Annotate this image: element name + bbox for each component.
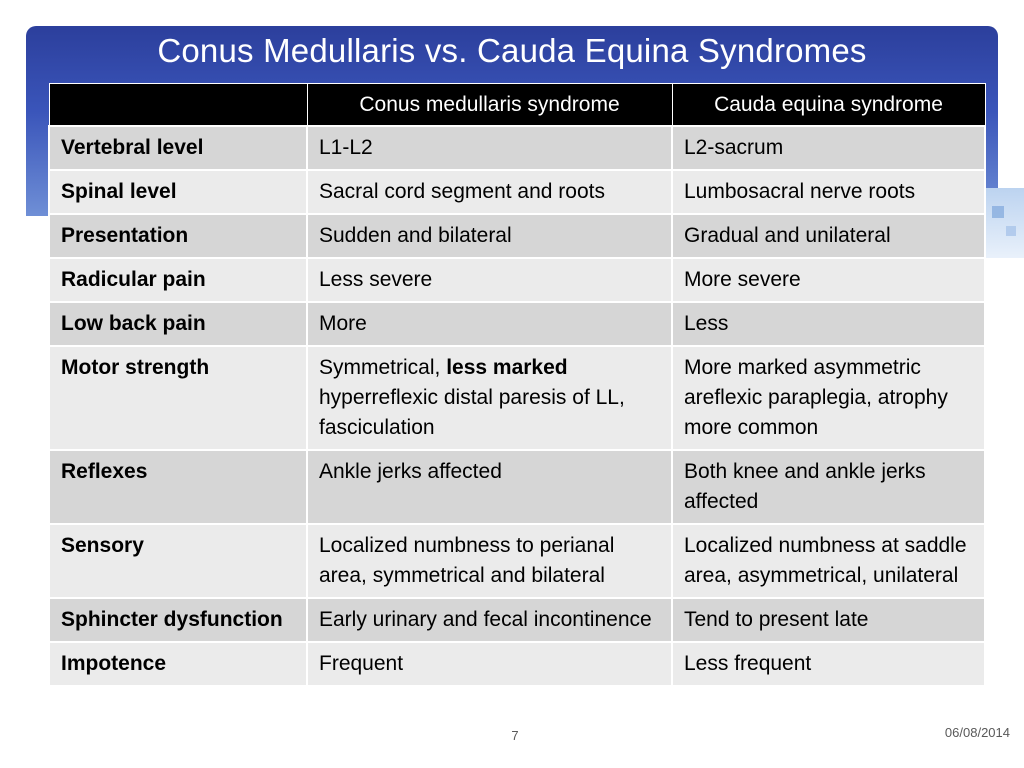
row-label: Low back pain [49,302,307,346]
cauda-cell: Localized numbness at saddle area, asymmetrical, unilateral [672,524,985,598]
table-row [49,450,985,524]
conus-cell [307,346,672,450]
table-row [49,524,985,598]
conus-text-end: hyperreflexic distal paresis of LL, fasciculation [319,386,625,439]
table-row [49,302,985,346]
header-conus-medullaris: Conus medullaris syndrome [307,84,672,127]
row-label: Reflexes [49,450,307,524]
conus-cell: Sudden and bilateral [307,214,672,258]
row-label: Presentation [49,214,307,258]
cauda-cell: Less [672,302,985,346]
table-row [49,214,985,258]
conus-text-start: Symmetrical, [319,356,447,379]
conus-cell: Sacral cord segment and roots [307,170,672,214]
conus-cell: L1-L2 [307,126,672,170]
row-label: Sphincter dysfunction [49,598,307,642]
row-label: Impotence [49,642,307,686]
slide-date: 06/08/2014 [944,725,1010,740]
slide-number: 7 [511,728,519,743]
conus-cell: Ankle jerks affected [307,450,672,524]
cauda-cell: Less frequent [672,642,985,686]
row-label: Vertebral level [49,126,307,170]
decorative-side-graphic [984,188,1024,258]
row-label: Radicular pain [49,258,307,302]
conus-cell: Less severe [307,258,672,302]
cauda-cell: More marked asymmetric areflexic paraplegia, atrophy more common [672,346,985,450]
decorative-square [992,206,1004,218]
table-row [49,642,985,686]
table-row [49,170,985,214]
cauda-cell: Both knee and ankle jerks affected [672,450,985,524]
conus-cell: More [307,302,672,346]
cauda-cell: More severe [672,258,985,302]
table-header-row [49,84,985,127]
slide-title: Conus Medullaris vs. Cauda Equina Syndromes [157,32,867,69]
table-row [49,126,985,170]
cauda-cell: Tend to present late [672,598,985,642]
conus-cell: Localized numbness to perianal area, symmetrical and bilateral [307,524,672,598]
header-empty [49,84,307,127]
conus-cell: Frequent [307,642,672,686]
cauda-cell: Lumbosacral nerve roots [672,170,985,214]
table-row [49,258,985,302]
header-cauda-equina: Cauda equina syndrome [672,84,985,127]
table-row [49,598,985,642]
row-label: Spinal level [49,170,307,214]
table-row [49,346,985,450]
conus-cell: Early urinary and fecal incontinence [307,598,672,642]
decorative-square [1006,226,1016,236]
row-label: Sensory [49,524,307,598]
cauda-cell: Gradual and unilateral [672,214,985,258]
conus-text-emphasis: less marked [446,356,568,379]
cauda-cell: L2-sacrum [672,126,985,170]
row-label: Motor strength [49,346,307,450]
comparison-table [48,83,986,687]
